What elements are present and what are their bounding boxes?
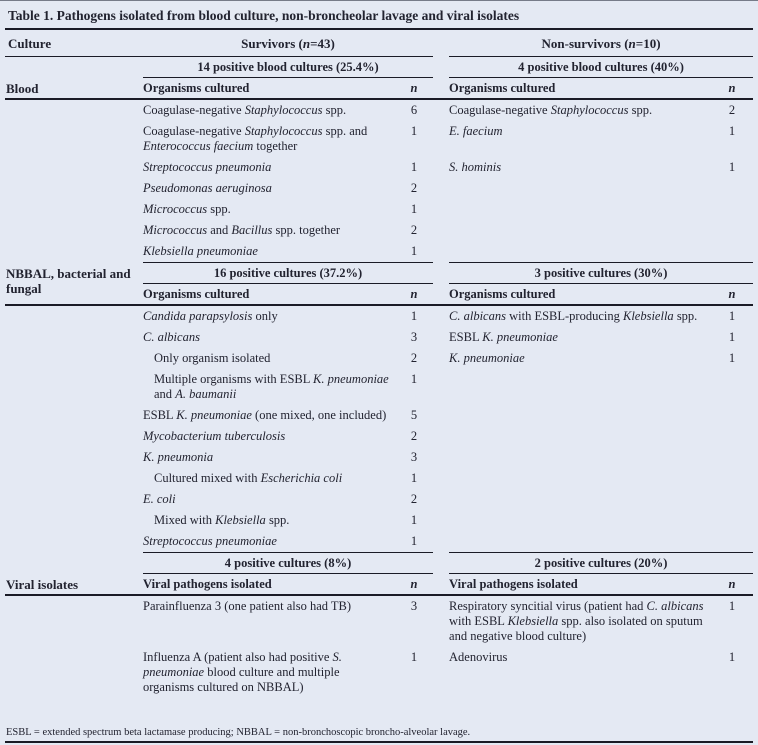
table-row — [5, 468, 753, 489]
column-gap — [433, 574, 449, 596]
survivors-banner: 16 positive cultures (37.2%) — [143, 263, 433, 284]
survivor-organism-cell: Pseudomonas aeruginosa — [143, 181, 272, 195]
column-gap — [433, 447, 449, 468]
non-survivor-count-cell — [711, 489, 753, 510]
column-gap — [433, 199, 449, 220]
section-label: NBBAL, bacterial and fungal — [5, 263, 143, 306]
row-spacer — [5, 531, 143, 553]
survivors-n-header: n — [395, 78, 433, 100]
non-survivor-organism-cell: K. pneumoniae — [449, 351, 525, 365]
non-survivor-organism-cell — [449, 220, 711, 241]
row-spacer — [5, 405, 143, 426]
row-spacer — [5, 510, 143, 531]
table-row — [5, 305, 753, 327]
survivor-organism-cell: Candida parapsylosis only — [143, 309, 278, 323]
table-row — [5, 447, 753, 468]
table-row — [5, 489, 753, 510]
column-gap — [433, 178, 449, 199]
row-spacer — [5, 647, 143, 698]
survivor-count-cell: 1 — [410, 244, 418, 258]
survivor-organism-cell: K. pneumonia — [143, 450, 214, 464]
table-row — [5, 327, 753, 348]
non-survivor-organism-cell — [449, 178, 711, 199]
row-spacer — [5, 241, 143, 263]
section-viral — [5, 553, 753, 699]
column-gap — [433, 305, 449, 327]
survivor-count-cell: 3 — [410, 450, 418, 464]
survivor-count-cell: 1 — [410, 372, 418, 386]
non-survivor-count-cell — [711, 241, 753, 263]
non-survivors-n-header: n — [711, 78, 753, 100]
column-gap — [433, 595, 449, 647]
column-gap — [433, 489, 449, 510]
survivor-organism-cell: Multiple organisms with ESBL K. pneumoniae and A. baumanii — [154, 372, 389, 401]
non-survivors-banner: 3 positive cultures (30%) — [449, 263, 753, 284]
column-gap — [433, 284, 449, 306]
column-gap — [433, 220, 449, 241]
survivor-count-cell: 1 — [410, 471, 418, 485]
non-survivor-organism-cell — [449, 468, 711, 489]
column-gap — [433, 78, 449, 100]
survivors-organisms-header: Organisms cultured — [143, 284, 395, 306]
non-survivor-count-cell: 1 — [728, 650, 736, 664]
column-gap — [433, 553, 449, 574]
survivor-count-cell: 6 — [410, 103, 418, 117]
non-survivor-count-cell: 1 — [728, 330, 736, 344]
survivor-organism-cell: Parainfluenza 3 (one patient also had TB) — [143, 599, 352, 613]
column-gap — [433, 647, 449, 698]
survivor-count-cell: 3 — [410, 330, 418, 344]
row-spacer — [5, 348, 143, 369]
non-survivor-organism-cell: ESBL K. pneumoniae — [449, 330, 558, 344]
table-row — [5, 241, 753, 263]
survivor-count-cell: 2 — [410, 429, 418, 443]
table-row — [5, 369, 753, 405]
survivor-organism-cell: Only organism isolated — [154, 351, 271, 365]
survivor-organism-cell: Cultured mixed with Escherichia coli — [154, 471, 343, 485]
non-survivor-count-cell: 1 — [728, 351, 736, 365]
survivor-count-cell: 2 — [410, 351, 418, 365]
table-row — [5, 531, 753, 553]
non-survivors-banner: 2 positive cultures (20%) — [449, 553, 753, 574]
table-row — [5, 99, 753, 121]
row-spacer — [5, 199, 143, 220]
non-survivor-organism-cell — [449, 405, 711, 426]
table-footnote: ESBL = extended spectrum beta lactamase producing; NBBAL = non-bronchoscopic broncho-alveolar lavage. — [6, 727, 471, 738]
non-survivors-n-header: n — [711, 574, 753, 596]
survivors-organisms-header: Viral pathogens isolated — [143, 574, 395, 596]
bottom-rule — [5, 741, 753, 743]
non-survivor-count-cell — [711, 405, 753, 426]
survivor-organism-cell: Klebsiella pneumoniae — [143, 244, 258, 258]
survivor-organism-cell: Coagulase-negative Staphylococcus spp. — [143, 103, 347, 117]
row-spacer — [5, 121, 143, 157]
row-spacer — [5, 595, 143, 647]
row-spacer — [5, 327, 143, 348]
non-survivor-count-cell — [711, 426, 753, 447]
non-survivor-count-cell: 1 — [728, 160, 736, 174]
non-survivor-count-cell — [711, 369, 753, 405]
column-group-header-row — [5, 30, 753, 57]
table-row — [5, 426, 753, 447]
column-gap — [433, 263, 449, 284]
non-survivor-organism-cell — [449, 199, 711, 220]
survivor-organism-cell: Micrococcus and Bacillus spp. together — [143, 223, 341, 237]
table-title: Table 1. Pathogens isolated from blood culture, non-broncheolar lavage and viral isolates — [5, 1, 753, 30]
non-survivor-count-cell: 2 — [728, 103, 736, 117]
survivor-count-cell: 1 — [410, 202, 418, 216]
table-row — [5, 157, 753, 178]
survivor-count-cell: 1 — [410, 124, 418, 138]
non-survivor-count-cell — [711, 468, 753, 489]
survivor-count-cell: 1 — [410, 513, 418, 527]
survivor-organism-cell: Influenza A (patient also had positive S. pneumoniae blood culture and multiple organisms cultured on NBBAL) — [143, 650, 342, 694]
non-survivor-count-cell — [711, 510, 753, 531]
table-row — [5, 121, 753, 157]
table-row — [5, 178, 753, 199]
table-row — [5, 647, 753, 698]
table-row — [5, 595, 753, 647]
non-survivors-n-header: n — [711, 284, 753, 306]
table-row — [5, 510, 753, 531]
section-label: Blood — [5, 57, 143, 100]
row-spacer — [5, 369, 143, 405]
section-blood — [5, 57, 753, 263]
non-survivor-count-cell — [711, 220, 753, 241]
survivor-count-cell: 1 — [410, 650, 418, 664]
column-gap — [433, 348, 449, 369]
column-gap — [433, 241, 449, 263]
survivors-n-header: n — [395, 574, 433, 596]
column-gap — [433, 369, 449, 405]
row-spacer — [5, 426, 143, 447]
non-survivor-organism-cell: E. faecium — [449, 124, 503, 138]
column-gap — [433, 99, 449, 121]
survivor-count-cell: 1 — [410, 534, 418, 548]
row-spacer — [5, 489, 143, 510]
non-survivor-count-cell — [711, 531, 753, 553]
banner-row — [5, 263, 753, 284]
non-survivor-organism-cell: Respiratory syncitial virus (patient had C. albicans with ESBL Klebsiella spp. also isolated on sputum and negative blood culture) — [449, 599, 704, 643]
culture-column-header: Culture — [5, 30, 143, 57]
column-gap — [433, 157, 449, 178]
table-row — [5, 405, 753, 426]
row-spacer — [5, 468, 143, 489]
row-spacer — [5, 99, 143, 121]
row-spacer — [5, 305, 143, 327]
non-survivor-count-cell — [711, 447, 753, 468]
survivor-organism-cell: E. coli — [143, 492, 176, 506]
survivor-count-cell: 1 — [410, 309, 418, 323]
column-gap — [433, 468, 449, 489]
non-survivor-organism-cell: S. hominis — [449, 160, 502, 174]
table-row — [5, 220, 753, 241]
banner-row — [5, 553, 753, 574]
non-survivors-organisms-header: Organisms cultured — [449, 284, 711, 306]
survivor-count-cell: 2 — [410, 181, 418, 195]
column-gap — [433, 405, 449, 426]
non-survivor-organism-cell — [449, 447, 711, 468]
column-gap — [433, 327, 449, 348]
row-spacer — [5, 178, 143, 199]
survivor-count-cell: 2 — [410, 492, 418, 506]
non-survivor-organism-cell: C. albicans with ESBL-producing Klebsiella spp. — [449, 309, 698, 323]
non-survivor-organism-cell — [449, 369, 711, 405]
survivor-count-cell: 5 — [410, 408, 418, 422]
non-survivor-count-cell — [711, 178, 753, 199]
non-survivor-organism-cell — [449, 241, 711, 263]
non-survivor-organism-cell — [449, 426, 711, 447]
non-survivor-count-cell: 1 — [728, 599, 736, 613]
column-gap — [433, 531, 449, 553]
survivors-organisms-header: Organisms cultured — [143, 78, 395, 100]
row-spacer — [5, 157, 143, 178]
banner-row — [5, 57, 753, 78]
survivors-group-header: Survivors (n=43) — [143, 30, 433, 57]
column-gap — [433, 57, 449, 78]
non-survivor-organism-cell: Adenovirus — [449, 650, 508, 664]
survivor-organism-cell: Mycobacterium tuberculosis — [143, 429, 286, 443]
column-gap — [433, 30, 449, 57]
non-survivor-organism-cell — [449, 489, 711, 510]
row-spacer — [5, 220, 143, 241]
non-survivors-banner: 4 positive blood cultures (40%) — [449, 57, 753, 78]
section-label: Viral isolates — [5, 553, 143, 596]
survivor-count-cell: 2 — [410, 223, 418, 237]
non-survivor-organism-cell — [449, 510, 711, 531]
survivors-banner: 4 positive cultures (8%) — [143, 553, 433, 574]
survivor-organism-cell: Micrococcus spp. — [143, 202, 231, 216]
survivor-organism-cell: C. albicans — [143, 330, 200, 344]
non-survivors-organisms-header: Viral pathogens isolated — [449, 574, 711, 596]
non-survivor-count-cell: 1 — [728, 309, 736, 323]
non-survivor-organism-cell — [449, 531, 711, 553]
survivor-organism-cell: ESBL K. pneumoniae (one mixed, one included) — [143, 408, 387, 422]
survivor-count-cell: 1 — [410, 160, 418, 174]
survivor-count-cell: 3 — [410, 599, 418, 613]
non-survivor-organism-cell: Coagulase-negative Staphylococcus spp. — [449, 103, 653, 117]
row-spacer — [5, 447, 143, 468]
section-nbbal — [5, 263, 753, 553]
table-row — [5, 199, 753, 220]
survivor-organism-cell: Streptococcus pneumonia — [143, 160, 272, 174]
survivor-organism-cell: Coagulase-negative Staphylococcus spp. and Enterococcus faecium together — [143, 124, 368, 153]
pathogens-table — [5, 30, 753, 698]
column-gap — [433, 426, 449, 447]
survivor-organism-cell: Streptococcus pneumoniae — [143, 534, 277, 548]
non-survivors-organisms-header: Organisms cultured — [449, 78, 711, 100]
non-survivor-count-cell: 1 — [728, 124, 736, 138]
non-survivor-count-cell — [711, 199, 753, 220]
survivors-banner: 14 positive blood cultures (25.4%) — [143, 57, 433, 78]
column-gap — [433, 121, 449, 157]
table-row — [5, 348, 753, 369]
column-gap — [433, 510, 449, 531]
non-survivors-group-header: Non-survivors (n=10) — [449, 30, 753, 57]
survivor-organism-cell: Mixed with Klebsiella spp. — [154, 513, 290, 527]
survivors-n-header: n — [395, 284, 433, 306]
